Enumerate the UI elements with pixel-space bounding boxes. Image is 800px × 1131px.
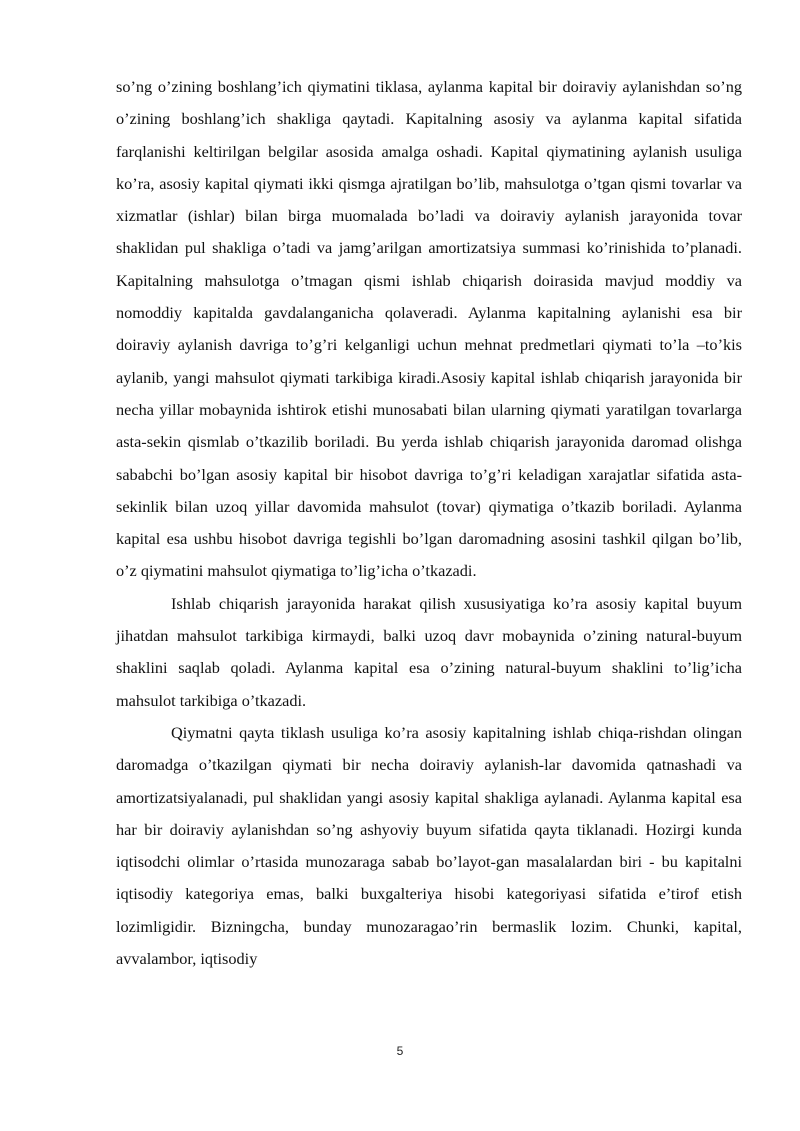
paragraph-value-restoration: Qiymatni qayta tiklash usuliga ko’ra asosiy kapitalning ishlab chiqa-rishdan olingan daromadga o’tkazilgan qiymati bir necha doiraviy aylanish-lar davomida qatnashadi va amortizatsiyalanadi, pul shaklidan yangi asosiy kapital shakliga aylanadi. Aylanma kapital esa har bir doiraviy aylanishdan so’ng ashyoviy buyum sifatida qayta tiklanadi. Hozirgi kunda iqtisodchi olimlar o’rtasida munozaraga sabab bo’layot-gan masalalardan biri - bu kapitalni iqtisodiy kategoriya emas, balki buxgalteriya hisobi kategoriyasi sifatida e’tirof etish lozimligidir. Bizningcha, bunday munozaragao’rin bermaslik lozim. Chunki, kapital, avvalambor, iqtisodiy bbox=[116, 722, 742, 969]
page-number: 5 bbox=[396, 1044, 404, 1058]
paragraph-continuation: so’ng o’zining boshlang’ich qiymatini tiklasa, aylanma kapital bir doiraviy aylanishdan so’ng o’zining boshlang’ich shakliga qaytadi. Kapitalning asosiy va aylanma kapital sifatida farqlanishi keltirilgan belgilar asosida amalga oshadi. Kapital qiymatining aylanish usuliga ko’ra, asosiy kapital qiymati ikki qismga ajratilgan bo’lib, mahsulotga o’tgan qismi tovarlar va xizmatlar (ishlar) bilan birga muomalada bo’ladi va doiraviy aylanish jarayonida tovar shaklidan pul shakliga o’tadi va jamg’arilgan amortizatsiya summasi ko’rinishida to’planadi. Kapitalning mahsulotga o’tmagan qismi ishlab chiqarish doirasida mavjud moddiy va nomoddiy kapitalda gavdalanganicha qolaveradi. Aylanma kapitalning aylanishi esa bir doiraviy aylanish davriga to’g’ri kelganligi uchun mehnat predmetlari qiymati to’la –to’kis aylanib, yangi mahsulot qiymati tarkibiga kiradi.Asosiy kapital ishlab chiqarish jarayonida bir necha yillar mobaynida ishtirok etishi munosabati bilan ularning qiymati yaratilgan tovarlarga asta-sekin qismlab o’tkazilib boriladi. Bu yerda ishlab chiqarish jarayonida daromad olishga sababchi bo’lgan asosiy kapital bir hisobot davriga to’g’ri keladigan xarajatlar sifatida asta-sekinlik bilan uzoq yillar davomida mahsulot (tovar) qiymatiga o’tkazib boriladi. Aylanma kapital esa ushbu hisobot davriga tegishli bo’lgan daromadning asosini tashkil qilgan bo’lib, o’z qiymatini mahsulot qiymatiga to’lig’icha o’tkazadi. bbox=[116, 77, 742, 581]
paragraph-natural-form: Ishlab chiqarish jarayonida harakat qilish xususiyatiga ko’ra asosiy kapital buyum jihatdan mahsulot tarkibiga kirmaydi, balki uzoq davr mobaynida o’zining natural-buyum shaklini saqlab qoladi. Aylanma kapital esa o’zining natural-buyum shaklini to’lig’icha mahsulot tarkibiga o’tkazadi. bbox=[116, 593, 742, 710]
body-text bbox=[116, 71, 742, 975]
